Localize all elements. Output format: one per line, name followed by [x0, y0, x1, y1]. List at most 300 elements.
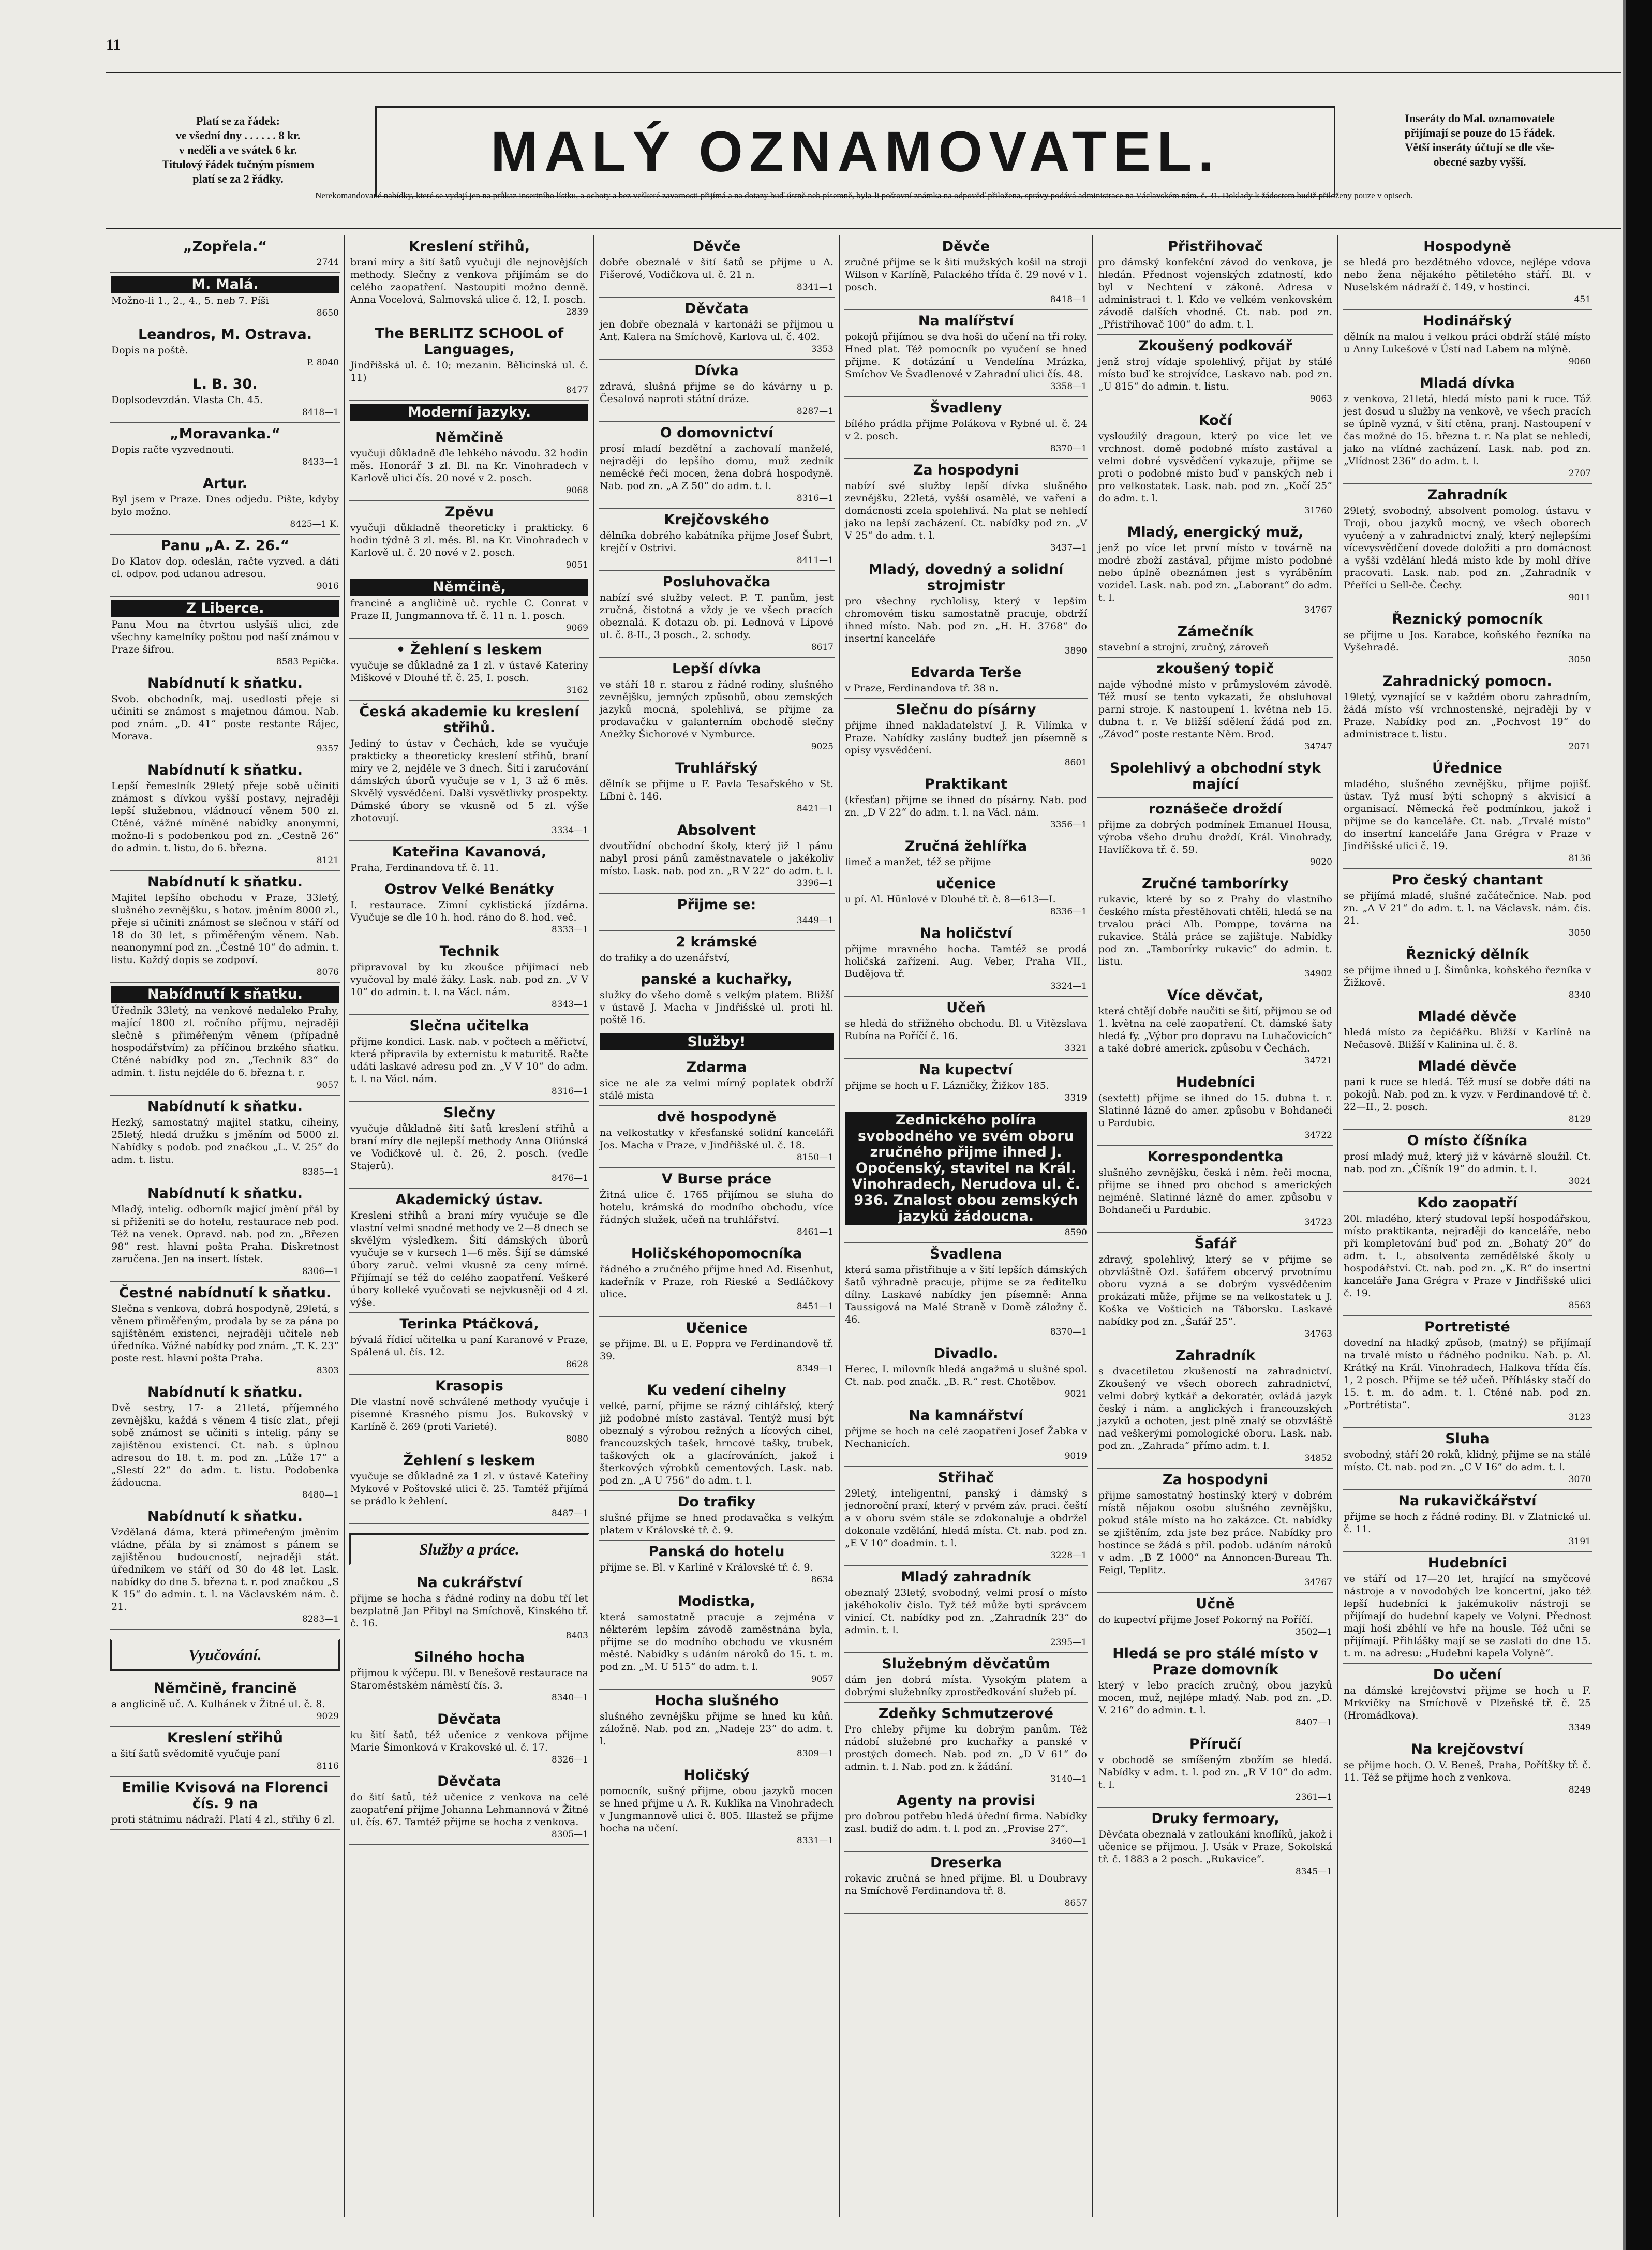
section-heading: Služby a práce.: [349, 1533, 589, 1565]
ad-text: přijme mravného hocha. Tamtéž se prodá holičská zařízení. Aug. Veber, Praha VII., Budějova tř.: [845, 943, 1087, 980]
classified-ad: [599, 894, 835, 931]
ad-title: Nabídnutí k sňatku.: [147, 1384, 303, 1400]
classified-ad: [349, 1102, 589, 1189]
ad-title: Slečnu do písárny: [896, 702, 1036, 718]
ad-text: u pí. Al. Hünlové v Dlouhé tř. č. 8—613—I.: [845, 894, 1056, 905]
classified-ad: [844, 1404, 1088, 1467]
classified-ad: [1097, 984, 1333, 1071]
classified-ad: [1097, 620, 1333, 658]
ad-title: Posluhovačka: [662, 574, 771, 590]
ad-reference-number: 2744: [316, 257, 339, 268]
ad-title: Na kupectví: [919, 1062, 1013, 1078]
ad-text: braní míry a šití šatů vyučuji dle nejnovějších methody. Slečny z venkova přijímám se do celého zaopatření. Nastoupiti možno denně. Anna Vocelová, Salmovská ulice č. 12, I. posch.: [350, 257, 588, 305]
ad-reference-number: 8418—1: [1050, 294, 1087, 305]
ad-title: Zkoušený podkovář: [1138, 338, 1292, 354]
ad-text: dělník na malou i velkou práci obdrží stálé místo u Anny Lukešové v Ústí nad Labem na mlýně.: [1344, 331, 1591, 355]
classified-ad: [1343, 1428, 1592, 1490]
ad-reference-number: 8316—1: [796, 493, 834, 504]
ad-text: jenž po více let první místo v továrně na modré zboží zastával, přijme místo podobné nebo úplně obeznámen jest s vyráběním vozidel. Lask. nab. pod zn. „Laborant“ do adm. t. l.: [1098, 542, 1332, 603]
classified-ad: [844, 872, 1088, 922]
classified-ad: [349, 401, 589, 426]
ad-text: zdravá, slušná přijme se do kávárny u p. Česalová naproti státní dráze.: [600, 381, 834, 405]
ad-text: svobodný, stáří 20 roků, klidný, přijme se na stálé místo. Ct. nab. pod zn. „C V 16“ do adm. t. l.: [1344, 1449, 1591, 1473]
ad-reference-number: 8403: [565, 1631, 588, 1641]
ad-reference-number: 8349—1: [796, 1364, 834, 1374]
classified-ad: [349, 426, 589, 501]
classified-ad: [349, 940, 589, 1015]
ad-text: 20l. mladého, který studoval lepší hospodářskou, místo praktikanta, nejraději do kanceláře, nebo při kompletování buď pod zn. „Bohatý 20“ do adm. t. l., absolventa zemědělské školy u hospodářství. Ct. nab. pod zn. „K. R“ do insertní kanceláře Jana Grégra v Praze v Jindřišské ulici č. 19.: [1344, 1213, 1591, 1299]
ad-text: obeznalý 23letý, svobodný, velmi prosí o místo jakéhokoliv číslo. Tyž též může byti správcem vinicí. Ct. nabídky pod zn. „Zahradník 23“ do admin. t. l.: [845, 1587, 1087, 1636]
classified-ad: [599, 235, 835, 298]
ad-title: Portretisté: [1424, 1319, 1510, 1335]
classified-ad: [844, 1703, 1088, 1789]
ad-title: Děvče: [942, 239, 990, 255]
classified-ad: [599, 1106, 835, 1168]
ad-text: přijme ihned nakladatelství J. R. Vilímka v Praze. Nabídky zaslány budtež jen písemně s opisy vysvědčení.: [845, 720, 1087, 756]
ad-text: pomocník, sušný přijme, obou jazyků mocen se hned přijme u A. R. Kuklíka na Vinohradech v Jungmannově ulici č. 805. Illastež se přijme hocha na učení.: [600, 1785, 834, 1834]
classified-ad: [844, 1467, 1088, 1566]
ad-title: Panská do hotelu: [648, 1544, 785, 1560]
ad-reference-number: 8628: [565, 1359, 588, 1370]
ad-text: Kreslení střihů a braní míry vyučuje se dle vlastní velmi snadné methody ve 2—8 dnech se skvělým výsledkem. Šití dámských úborů vyučuje se v kursech 1—6 měs. Šijí se dámské úbory zaruč. velmi vkusně za ceny mírné. Přijímají se též do celého zaopatření. Veškeré úbory kolleké vyučovati se nejvkusněji od 4 zl. výše.: [350, 1210, 588, 1308]
ad-reference-number: 3070: [1568, 1474, 1591, 1485]
ad-text: Žitná ulice č. 1765 přijímou se sluha do hotelu, krámská do modního obchodu, více řádných služek, učeň na truhlářství.: [600, 1189, 834, 1225]
classified-ad: [110, 597, 340, 672]
ad-reference-number: 8249: [1568, 1785, 1591, 1795]
ad-title: Emilie Kvisová na Florenci čís. 9 na: [122, 1780, 329, 1812]
ad-text: se hledá pro bezdětného vdovce, nejlépe vdova nebo žena nějakého pětiletého stáří. Bl. v Nuselském nádraží č. 149, v hostinci.: [1344, 257, 1591, 293]
ad-title: Kateřina Kavanová,: [392, 844, 547, 860]
classified-ad: [1343, 757, 1592, 869]
ad-reference-number: 8345—1: [1295, 1867, 1332, 1877]
classified-ad: [1097, 235, 1333, 335]
ad-reference-number: 8116: [316, 1761, 339, 1771]
ad-reference-number: 8476—1: [551, 1173, 588, 1183]
classified-ad: [110, 1677, 340, 1727]
ad-title: Švadleny: [930, 400, 1002, 416]
ad-title: Učeň: [946, 1000, 986, 1016]
ad-text: Majitel lepšího obchodu v Praze, 33letý, slušného zevnějšku, s hotov. jměním 8000 zl., přeje si učiniti známost se slečnou v stáří od 18 do 30 let, s přiměřeným věnem. Nab. neanonymní pod zn. „Čestně 10“ do admin. t. listu. Každý dopis se zodpoví.: [111, 892, 339, 966]
ad-reference-number: 8461—1: [796, 1227, 834, 1237]
ad-reference-number: 8150—1: [796, 1152, 834, 1163]
classified-ad: [1343, 1316, 1592, 1428]
classified-ad: [1097, 757, 1333, 798]
classified-ad: [110, 1727, 340, 1777]
ad-title: Modistka,: [678, 1593, 755, 1609]
ad-text: Dopis račte vyzvednouti.: [111, 444, 234, 455]
classified-ad: [599, 298, 835, 360]
ad-reference-number: 9068: [565, 485, 588, 496]
ad-text: přijme za dobrých podmínek Emanuel Housa, výroba všeho druhu droždí, Král. Vinohrady, Havlíčkova tř. č. 59.: [1098, 819, 1332, 855]
classified-ad: [599, 931, 835, 968]
ad-text: která samostatně pracuje a zejména v některém lepším závodě zaměstnána byla, přijme se do modního obchodu ve vkusném městě. Nabídky s udáním nároků do 15. t. m. pod zn. „M. U 515“ do adm. t. l.: [600, 1611, 834, 1672]
ad-title: Příručí: [1189, 1736, 1242, 1752]
classified-ad: [110, 759, 340, 871]
ad-title: Hudebníci: [1175, 1074, 1255, 1090]
classified-ad: [844, 1852, 1088, 1914]
ad-text: slušného zevnějšku, česká i něm. řeči mocna, přijme se ihned pro obchod s amerických nejméně. Slatinné lázně do amer. způsobu v Bohdaneči u Pardubic.: [1098, 1167, 1332, 1216]
ad-text: se hledá do střižného obchodu. Bl. u Vitězslava Rubína na Poříčí č. 16.: [845, 1018, 1087, 1042]
ad-title: Pro český chantant: [1391, 872, 1543, 888]
ad-title: roznášeče droždí: [1148, 801, 1283, 817]
ad-title: Zdeňky Schmutzerové: [878, 1706, 1054, 1722]
column-3: [593, 235, 839, 2217]
classified-ad: [349, 878, 589, 940]
ad-reference-number: 8316—1: [551, 1086, 588, 1097]
ad-reference-number: 8287—1: [796, 406, 834, 417]
classified-ad: [349, 575, 589, 639]
ad-title: Více děvčat,: [1167, 987, 1264, 1003]
ad-reference-number: 9057: [316, 1080, 339, 1090]
ad-text: pro všechny rychlolisy, který v lepším chromovém tisku samostatně pracuje, obdrží ihned místo. Nab. pod zn. „H. H. 3768“ do insertní kanceláře: [845, 596, 1087, 644]
classified-ad: [599, 1317, 835, 1379]
ad-title: Truhlářský: [675, 760, 758, 776]
price-line: ve všední dny . . . . . . 8 kr.: [175, 129, 301, 142]
ad-reference-number: 9069: [565, 623, 588, 633]
classified-ad: [110, 983, 340, 1096]
classified-columns: [106, 235, 1596, 2217]
ad-title: M. Malá.: [111, 276, 339, 293]
classified-ad: [1097, 1233, 1333, 1344]
ad-reference-number: 8634: [811, 1575, 834, 1585]
ad-title: učenice: [935, 876, 996, 892]
ad-reference-number: 8421—1: [796, 804, 834, 814]
ad-text: připravoval by ku zkoušce příjímací neb vyučoval by malé žáky. Lask. nab. pod zn. „V V 10“ do admin. t. l. na Václ. nám.: [350, 961, 588, 998]
ad-title: Nabídnutí k sňatku.: [111, 986, 339, 1003]
ad-title: Do trafiky: [677, 1494, 756, 1510]
ad-title: Přijme se:: [677, 897, 756, 913]
classified-ad: [599, 757, 835, 819]
ad-text: Dopis na poště.: [111, 345, 188, 356]
ad-title: Sluha: [1445, 1431, 1490, 1447]
ad-reference-number: 8343—1: [551, 999, 588, 1010]
classified-ad: [349, 1708, 589, 1770]
classified-ad: [1097, 1733, 1333, 1808]
ad-reference-number: 34852: [1304, 1453, 1332, 1463]
classified-ad: [349, 1189, 589, 1313]
classified-ad: [349, 1313, 589, 1375]
ad-reference-number: 3228—1: [1050, 1550, 1087, 1561]
ad-title: Spolehlivý a obchodní styk mající: [1109, 760, 1321, 792]
classified-ad: [599, 1541, 835, 1590]
ad-reference-number: 3502—1: [1295, 1627, 1332, 1637]
ad-text: Herec, I. milovník hledá angažmá u slušné spol. Ct. nab. pod značk. „B. R.“ rest. Chotěbov.: [845, 1364, 1087, 1387]
classified-ad: [599, 1690, 835, 1764]
ad-title: Artur.: [202, 476, 248, 492]
ad-title: Kočí: [1198, 412, 1232, 428]
ad-text: I. restaurace. Zimní cyklistická jízdárna. Vyučuje se dle 10 h. hod. ráno do 8. hod. več.: [350, 899, 588, 923]
ad-title: Zahradník: [1427, 487, 1508, 503]
ad-text: na dámské krejčovství přijme se hoch u F. Mrkvičky na Smíchově v Plzeňské tř. č. 25 (Hromádkova).: [1344, 1685, 1591, 1721]
price-box: [116, 114, 360, 186]
ad-reference-number: 3358—1: [1050, 381, 1087, 392]
ad-title: Silného hocha: [414, 1649, 525, 1665]
price-line: v neděli a ve svátek 6 kr.: [178, 143, 297, 156]
ad-reference-number: 8418—1: [302, 407, 339, 418]
ad-reference-number: 8583 Pepička.: [276, 657, 339, 667]
masthead-rule: [106, 228, 1621, 229]
classified-ad: [844, 835, 1088, 872]
ad-text: Hezký, samostatný majitel statku, ciheiny, 25letý, hledá družku s jměním od 5000 zl. Nabídky s podob. pod značkou „L. V. 25“ do adm. t. listu.: [111, 1117, 339, 1165]
classified-ad: [1343, 608, 1592, 670]
ad-text: (sextett) přijme se ihned do 15. dubna t. r. Slatinné lázně do amer. způsobu v Bohdaneči u Pardubic.: [1098, 1092, 1332, 1129]
classified-ad: [599, 571, 835, 658]
classified-ad: [1343, 943, 1592, 1005]
ad-reference-number: 9063: [1309, 394, 1332, 404]
classified-ad: [110, 235, 340, 273]
classified-ad: [1097, 658, 1333, 757]
ad-text: Jediný to ústav v Čechách, kde se vyučuje prakticky a theoreticky kreslení střihů, braní míry ve 2, nejděle ve 3 dnech. Šití i zaručování dámských úborů vyučuje se v 1, 3 až 6 měs. Skvělý vysvědčení. Další vysvětlivky prospekty. Dámské úbory se vkusně od 5 zl. výše zhotovují.: [350, 738, 588, 824]
ad-title: Lepší dívka: [672, 661, 761, 677]
ad-title: Krasopis: [435, 1378, 503, 1394]
classified-ad: [599, 360, 835, 422]
ad-text: dovední na hladký způsob, (matný) se přijímají na trvalé místo u řádného podniku. Nab. p. Al. Krátký na Král. Vinohradech, Halkova třída čís. 1, 2 posch. Přijme se též učeň. Příhlásky stačí do 15. t. m. do adm. t. l. Ctěné nab. pod zn. „Portrétista“.: [1344, 1337, 1591, 1411]
ad-reference-number: 8340: [1568, 990, 1591, 1000]
classified-ad: [110, 1282, 340, 1381]
classified-ad: [110, 472, 340, 535]
classified-ad: [599, 1764, 835, 1851]
ad-title: Řeznický pomocník: [1392, 611, 1543, 627]
page-number: 11: [106, 36, 121, 53]
ad-title: O místo číšníka: [1407, 1133, 1528, 1149]
ad-text: se přijme. Bl. u E. Poppra ve Ferdinandově tř. 39.: [600, 1338, 834, 1362]
classified-ad: [599, 1242, 835, 1317]
classified-ad: [844, 1243, 1088, 1342]
ad-title: Kreslení střihů,: [408, 239, 530, 255]
ad-text: která sama přistřihuje a v šití lepších dámských šatů výhradně pracuje, přijme se za ředitelku dílny. Laskavé nabídky jen písemně: Anna Taussigová na Malé Straně v Domě záložny č. 46.: [845, 1264, 1087, 1325]
ad-reference-number: 8590: [1064, 1227, 1087, 1238]
classified-ad: [844, 397, 1088, 459]
ad-text: Praha, Ferdinandova tř. č. 11.: [350, 862, 499, 874]
ad-title: Na rukavičkářství: [1398, 1493, 1537, 1509]
ad-reference-number: 8305—1: [551, 1829, 588, 1840]
classified-ad: [1097, 335, 1333, 409]
classified-ad: [599, 1168, 835, 1242]
classified-ad: [844, 1789, 1088, 1852]
ad-title: Zámečník: [1177, 624, 1254, 640]
ad-title: Na kamnářství: [909, 1408, 1023, 1424]
ad-reference-number: 3437—1: [1050, 543, 1087, 553]
ad-text: vyučuje důkladně šití šatů kreslení střihů a braní míry dle nejlepší methody Anna Oliúnská ve Vodičkově ul. č. 26, 2. posch. (vedle Stajerů).: [350, 1123, 588, 1172]
classified-ad: [110, 672, 340, 759]
classified-ad: [1343, 1664, 1592, 1738]
ad-text: velké, parní, přijme se rázný cihlářský, který již podobné místo zastával. Tentýž musí být obeznalý s výrobou režných a lícových cihel, francouzských tašek, hrncové tašky, trubek, taškových ok a glacírováních, jakož i šterkových výrobků cementových. Lask. nab. pod zn. „A U 756“ do adm. t. l.: [600, 1400, 834, 1486]
ad-text: přijme se hoch na celé zaopatření Josef Žabka v Nechanicích.: [845, 1426, 1087, 1449]
ad-text: sice ne ale za velmi mírný poplatek obdrží stálé místa: [600, 1077, 834, 1101]
classified-ad: [1343, 235, 1592, 310]
classified-ad: [599, 968, 835, 1030]
ad-reference-number: 8341—1: [796, 282, 834, 292]
header-rule: [106, 72, 1621, 73]
ad-title: The BERLITZ SCHOOL of Languages,: [375, 325, 564, 358]
ad-reference-number: 9029: [316, 1711, 339, 1722]
ad-text: přijme samostatný hostinský který v dobrém místě nějakou osobu slušného zevnějšku, pokud stále místo na ho zakázce. Ct. nabídky se zjištěním, zda jste bez práce. Nabídky pro hostince se žádá s příl. podob. udáním nároků v adm. „B Z 1000“ na Annoncen-Bureau Th. Feigl, Teplitz.: [1098, 1490, 1332, 1576]
classified-ad: [349, 1572, 589, 1646]
classified-ad: [110, 273, 340, 323]
ad-title: Děvčata: [437, 1711, 501, 1727]
classified-ad: [844, 1059, 1088, 1108]
classified-ad: [1343, 1192, 1592, 1316]
ad-reference-number: 8480—1: [302, 1490, 339, 1500]
ad-reference-number: 34722: [1304, 1130, 1332, 1141]
ad-text: proti státnímu nádraží. Platí 4 zl., střihy 6 zl.: [111, 1814, 335, 1825]
ad-title: Za hospodyni: [1162, 1472, 1269, 1488]
ad-reference-number: 2361—1: [1295, 1792, 1332, 1802]
ad-reference-number: 3349: [1568, 1723, 1591, 1733]
classified-ad: [844, 1108, 1088, 1243]
classified-ad: [110, 1381, 340, 1505]
ad-reference-number: 3334—1: [551, 825, 588, 836]
column-1: [106, 235, 344, 2217]
ad-title: Na holičství: [919, 925, 1013, 941]
classified-ad: [844, 1653, 1088, 1703]
ad-reference-number: 8309—1: [796, 1749, 834, 1759]
column-4: [839, 235, 1092, 2217]
classified-ad: [1343, 670, 1592, 757]
ad-title: Hocha slušného: [654, 1693, 779, 1709]
ad-reference-number: 8407—1: [1295, 1718, 1332, 1728]
classified-ad: [110, 1505, 340, 1630]
classified-ad: [844, 1566, 1088, 1653]
ad-title: Z Liberce.: [111, 600, 339, 617]
ad-title: Zednického políra svobodného ve svém oboru zručného přijme ihned J. Opočenský, stavitel na Král. Vinohradech, Nerudova ul. č. 936. Znalost obou zemských jazyků žádoucna.: [845, 1112, 1087, 1225]
classified-ad: [1343, 1552, 1592, 1664]
ad-reference-number: 3353: [811, 344, 834, 354]
ad-title: Ostrov Velké Benátky: [384, 881, 554, 897]
ad-reference-number: 3324—1: [1050, 981, 1087, 991]
ad-title: Holičský: [683, 1767, 750, 1783]
classified-ad: [844, 459, 1088, 558]
ad-reference-number: 3123: [1568, 1412, 1591, 1423]
classified-ad: [1097, 1642, 1333, 1733]
classified-ad: [844, 310, 1088, 397]
classified-ad: [1097, 1071, 1333, 1146]
ad-text: se přijme ihned u J. Šimůnka, koňského řezníka v Žižkově.: [1344, 965, 1591, 988]
classified-ad: [110, 1182, 340, 1282]
ad-reference-number: 451: [1574, 294, 1591, 305]
ad-reference-number: 8340—1: [551, 1693, 588, 1703]
ad-title: Hospodyně: [1423, 239, 1511, 255]
classified-ad: [1097, 1344, 1333, 1469]
ad-reference-number: 8563: [1568, 1300, 1591, 1311]
ad-text: Dle vlastní nově schválené methody vyučuje i písemné Krasného písmu Jos. Bukovský v Karlíně č. 269 (proti Varieté).: [350, 1396, 588, 1432]
ad-reference-number: 8283—1: [302, 1614, 339, 1624]
ad-title: Nabídnutí k sňatku.: [147, 1099, 303, 1115]
classified-ad: [1097, 1469, 1333, 1593]
ad-text: z venkova, 21letá, hledá místo pani k ruce. Táž jest dosud u služby na venkově, ve všech pracích se úplně vyzná, v šití ctěna, pranj. Nastoupení v čas možné do 15. března t. r. Na plat se nehledí, jako na vlídné zacházení. Lask. nab. pod zn. „Vlídnost 236“ do adm. t. l.: [1344, 393, 1591, 467]
ad-title: Zručné tamborírky: [1142, 876, 1289, 892]
ad-text: dobře obeznalé v šití šatů se přijme u A. Fišerové, Vodičkova ul. č. 21 n.: [600, 257, 834, 280]
ad-title: Moderní jazyky.: [350, 404, 588, 421]
classified-ad: [1097, 521, 1333, 620]
ad-text: bývalá řídicí učitelka u paní Karanové v Praze, Spálená ul. čís. 12.: [350, 1334, 588, 1358]
ad-text: přijme se hoch z řádné rodiny. Bl. v Zlatnické ul. č. 11.: [1344, 1511, 1591, 1535]
column-6: [1337, 235, 1596, 2217]
classified-ad: [599, 1491, 835, 1541]
ad-reference-number: 8650: [316, 308, 339, 318]
ad-text: rukavic, které by so z Prahy do vlastního českého místa přestěhovati chtěli, hledá se na trvalou práci Alb. Pomppe, továrna na rukavice. Stálá práce se zajištuje. Nabídky pod zn. „Tamborírky rukavic“ do admin. t. listu.: [1098, 894, 1332, 967]
classified-ad: [110, 871, 340, 983]
ad-title: Slečny: [443, 1105, 495, 1121]
ad-text: rokavic zručná se hned přijme. Bl. u Doubravy na Smíchově Ferdinandova tř. 8.: [845, 1873, 1087, 1897]
classified-ad: [1097, 872, 1333, 984]
ad-text: stavební a strojní, zručný, zároveň: [1098, 642, 1269, 653]
ad-reference-number: 8129: [1568, 1114, 1591, 1124]
classified-ad: [599, 1590, 835, 1690]
column-5: [1092, 235, 1337, 2217]
ad-reference-number: 34721: [1304, 1056, 1332, 1066]
classified-ad: [844, 558, 1088, 661]
ad-text: ve stáří 18 r. starou z řádné rodiny, slušného zevnějšku, jemných způsobů, obou zemských jazyků mocná, spolehlivá, se přijme za prodavačku v galanterním obchodě slečny Anežky Šichorové v Nymburce.: [600, 679, 834, 740]
ad-title: Terinka Ptáčková,: [399, 1316, 539, 1332]
classified-ad: [110, 423, 340, 472]
ad-title: „Moravanka.“: [170, 426, 280, 442]
ad-title: dvě hospodyně: [657, 1109, 777, 1125]
ad-text: pokojů přijímou se dva hoši do učení na tři roky. Hned plat. Též pomocník po vyučení se hned přijme. K dotázání u Vendelína Mrázka, Smíchov Ve Švadlenové v Zahradní ulici čís. 48.: [845, 331, 1087, 380]
ad-text: jen dobře obeznalá v kartonáži se přijmou u Ant. Kalera na Smíchově, Karlova ul. č. 402.: [600, 319, 834, 343]
ad-reference-number: 34767: [1304, 1577, 1332, 1588]
ad-title: Panu „A. Z. 26.“: [160, 538, 290, 554]
ad-text: hledá místo za čepičářku. Bližší v Karlíně na Nečasově. Bližší v Kalinina ul. č. 8.: [1344, 1027, 1591, 1050]
ad-title: L. B. 30.: [192, 376, 258, 392]
ad-text: prosí mladí bezdětní a zachovalí manželé, nejraději do lepšího domu, muž zedník neměcké řeči mocen, žena dobrá hospodyně. Nab. pod zn. „A Z 50“ do adm. t. l.: [600, 443, 834, 492]
ad-title: Zručná žehlířka: [904, 838, 1028, 854]
price-line: Titulový řádek tučným písmem: [161, 158, 315, 171]
classified-ad: [1343, 1490, 1592, 1552]
classified-ad: [349, 1015, 589, 1102]
ad-text: přijme kondici. Lask. nab. v počtech a měřictví, která připravila by externistu k maturitě. Račte udáti laskavé adresu pod zn. „V V 10“ do adm. t. l. na Václ. nám.: [350, 1036, 588, 1085]
classified-ad: [349, 322, 589, 401]
section-heading: Vyučování.: [110, 1639, 340, 1671]
ad-text: Doplsodevzdán. Vlasta Ch. 45.: [111, 394, 263, 406]
ad-reference-number: 8303: [316, 1366, 339, 1376]
ad-title: Za hospodyni: [913, 462, 1019, 478]
classified-ad: [1343, 1738, 1592, 1800]
ad-reference-number: 3356—1: [1050, 820, 1087, 830]
ad-title: Na malířství: [918, 313, 1014, 329]
ad-text: limeč a manžet, též se přijme: [845, 856, 991, 868]
classified-ad: [1343, 869, 1592, 943]
ad-reference-number: 8411—1: [796, 555, 834, 566]
inserate-line: obecné sazby vyšší.: [1433, 155, 1526, 168]
ad-text: na velkostatky v křesťanské solidní kanceláři Jos. Macha v Praze, v Jindřišské ul. č. 18.: [600, 1127, 834, 1151]
ad-title: Leandros, M. Ostrava.: [138, 327, 312, 343]
ad-title: • Žehlení s leskem: [396, 642, 542, 658]
classified-ad: [349, 1449, 589, 1524]
ad-text: pani k ruce se hledá. Též musí se dobře dáti na pokojů. Nab. pod zn. k vyzv. v Ferdinandově tř. č. 22—II., 2. posch.: [1344, 1076, 1591, 1113]
ad-text: 19letý, vyznající se v každém oboru zahradním, žádá místo vší vrchnostenské, nejraději by v Praze. Nabídky pod zn. „Pochvost 19“ do administrace t. listu.: [1344, 691, 1591, 740]
classified-ad: [844, 922, 1088, 997]
ad-title: Čestné nabídnutí k sňatku.: [118, 1285, 332, 1301]
ad-reference-number: 8136: [1568, 853, 1591, 864]
ad-title: Krejčovského: [664, 512, 769, 528]
ad-title: Mladé děvče: [1418, 1009, 1517, 1025]
ad-text: v Praze, Ferdinandova tř. 38 n.: [845, 683, 999, 694]
ad-reference-number: 8617: [811, 642, 834, 653]
ad-reference-number: 34723: [1304, 1217, 1332, 1227]
ad-title: zkoušený topič: [1156, 661, 1274, 677]
ad-text: Slečna s venkova, dobrá hospodyně, 29letá, s věnem přiměřeným, prodala by se za pána po sajištěném existenci, nejraději učitele neb úředníka. Vážné nabídky pod znám. „T. K. 23“ poste rest. hlavní pošta Praha.: [111, 1303, 339, 1364]
ad-title: 2 krámské: [676, 934, 757, 950]
ad-text: se přijme hoch. O. V. Beneš, Praha, Pořítšky tř. č. 11. Též se přijme hoch z venkova.: [1344, 1759, 1591, 1783]
ad-title: Učenice: [686, 1320, 748, 1336]
inserate-box: [1350, 111, 1609, 169]
ad-text: vyučuje se důkladně za 1 zl. v ústavě Kateřiny Mykové v Poštovské ulici č. 25. Tamtéž přijímá se prádlo k žehlení.: [350, 1471, 588, 1507]
ad-text: pro dámský konfekční závod do venkova, je hledán. Přednost vojenských zdatností, kdo byl v Nechtení v zákoně. Adresa v administraci t. l. Kdo ve velkém venkovském závodě dalších vhodné. Ct. nab. pod zn. „Přistřihovač 100“ do adm. t. l.: [1098, 257, 1332, 330]
ad-text: 29letý, inteligentní, panský i dámský s jednoroční praxí, který v prvém záv. praci. čeští a v oboru svém stále se zdokonaluje a obdržel dokonale vzdělání, hledá místa. Ct. nab. pod zn. „E V 10“ doadmin. t. l.: [845, 1488, 1087, 1549]
ad-text: Panu Mou na čtvrtou uslyšíš ulici, zde všechny kamelníky poštou pod naší známou v Praze šifrou.: [111, 619, 339, 655]
ad-title: V Burse práce: [661, 1171, 772, 1187]
